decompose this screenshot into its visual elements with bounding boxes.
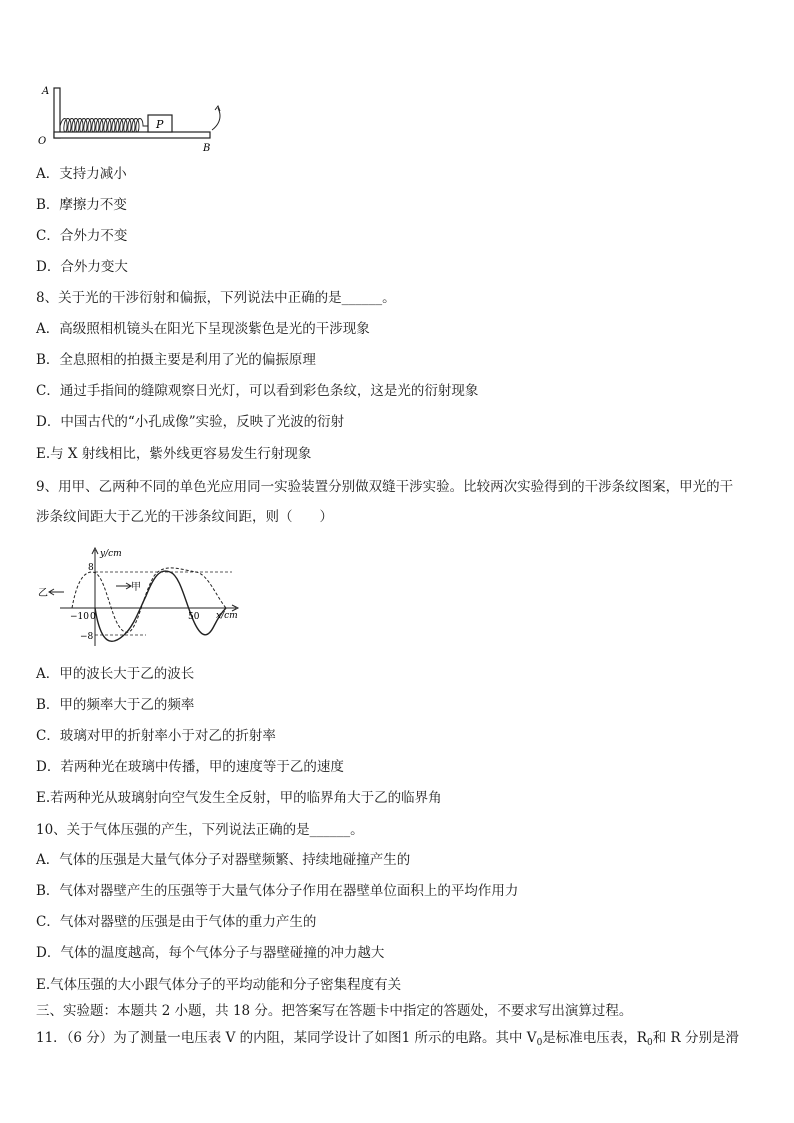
label-a: A [42, 86, 50, 97]
spring [60, 119, 148, 133]
q8-option-d: D．中国古代的“小孔成像”实验，反映了光波的衍射 [36, 414, 345, 430]
q11-stem [36, 1030, 739, 1051]
q10-option-d: D．气体的温度越高，每个气体分子与器壁碰撞的冲力越大 [36, 945, 385, 961]
y-tick-8: 8 [88, 563, 94, 573]
q10-option-c: C．气体对器壁的压强是由于气体的重力产生的 [36, 914, 317, 930]
y-axis-label: y/cm [100, 549, 122, 559]
q10-option-b: B．气体对器壁产生的压强等于大量气体分子作用在器壁单位面积上的平均作用力 [36, 883, 519, 899]
wave-figure [36, 546, 246, 646]
q8-option-a: A．高级照相机镜头在阳光下呈现淡紫色是光的干涉现象 [36, 321, 370, 337]
x-axis-label: x/cm [216, 611, 238, 621]
q9-stem-line1: 9、用甲、乙两种不同的单色光应用同一实验装置分别做双缝干涉实验。比较两次实验得到的干涉条纹图案，甲光的干 [36, 479, 734, 495]
q7-option-c: C．合外力不变 [36, 228, 128, 244]
wave-diagram [36, 546, 246, 646]
q9-option-e: E.若两种光从玻璃射向空气发生全反射，甲的临界角大于乙的临界角 [36, 790, 442, 806]
label-jia: 甲 [131, 582, 141, 593]
q8-stem: 8、关于光的干涉衍射和偏振，下列说法中正确的是______。 [36, 290, 396, 306]
q7-option-b: B．摩擦力不变 [36, 197, 127, 213]
q10-stem: 10、关于气体压强的产生，下列说法正确的是______。 [36, 822, 364, 838]
section-3-heading: 三、实验题：本题共 2 小题，共 18 分。把答案写在答题卡中指定的答题处，不要求写出演算过程。 [36, 1003, 633, 1019]
q10-option-e: E.气体压强的大小跟气体分子的平均动能和分子密集程度有关 [36, 977, 402, 993]
q8-option-e: E.与 X 射线相比，紫外线更容易发生行射现象 [36, 446, 312, 462]
spring-block-diagram [36, 84, 236, 154]
q7-option-a: A．支持力减小 [36, 166, 127, 182]
q8-option-b: B．全息照相的拍摄主要是利用了光的偏振原理 [36, 352, 316, 368]
q11-sub1: 0 [536, 1038, 543, 1048]
x-tick-50: 50 [188, 612, 200, 622]
label-p: P [156, 118, 164, 131]
rotation-arrow-icon [212, 108, 220, 130]
q9-option-c: C．玻璃对甲的折射率小于对乙的折射率 [36, 728, 276, 744]
q9-option-a: A．甲的波长大于乙的波长 [36, 666, 195, 682]
q11-sub2: 0 [646, 1038, 653, 1048]
q8-option-c: C．通过手指间的缝隙观察日光灯，可以看到彩色条纹，这是光的衍射现象 [36, 383, 479, 399]
q11-part2: 是标准电压表，R [542, 1030, 647, 1046]
label-o: O [38, 136, 47, 147]
board-ob [54, 132, 210, 138]
label-yi: 乙 [38, 588, 48, 599]
q9-option-d: D．若两种光在玻璃中传播，甲的速度等于乙的速度 [36, 759, 344, 775]
label-b: B [203, 143, 211, 154]
x-tick-0: 0 [90, 612, 96, 622]
q9-stem-line2: 涉条纹间距大于乙光的干涉条纹间距，则（ ） [36, 509, 333, 525]
y-tick-neg8: −8 [80, 632, 94, 642]
q7-option-d: D．合外力变大 [36, 259, 128, 275]
q9-option-b: B．甲的频率大于乙的频率 [36, 697, 195, 713]
q10-option-a: A．气体的压强是大量气体分子对器壁频繁、持续地碰撞产生的 [36, 852, 411, 868]
q11-part3: 和 R 分别是滑 [652, 1030, 739, 1046]
wall-oa [54, 88, 60, 138]
q11-part1: 11．（6 分）为了测量一电压表 V 的内阻，某同学设计了如图1 所示的电路。其中 V [36, 1030, 537, 1046]
spring-block-figure [36, 84, 236, 154]
x-tick-neg10: −10 [70, 612, 89, 622]
wave-jia [95, 571, 226, 641]
